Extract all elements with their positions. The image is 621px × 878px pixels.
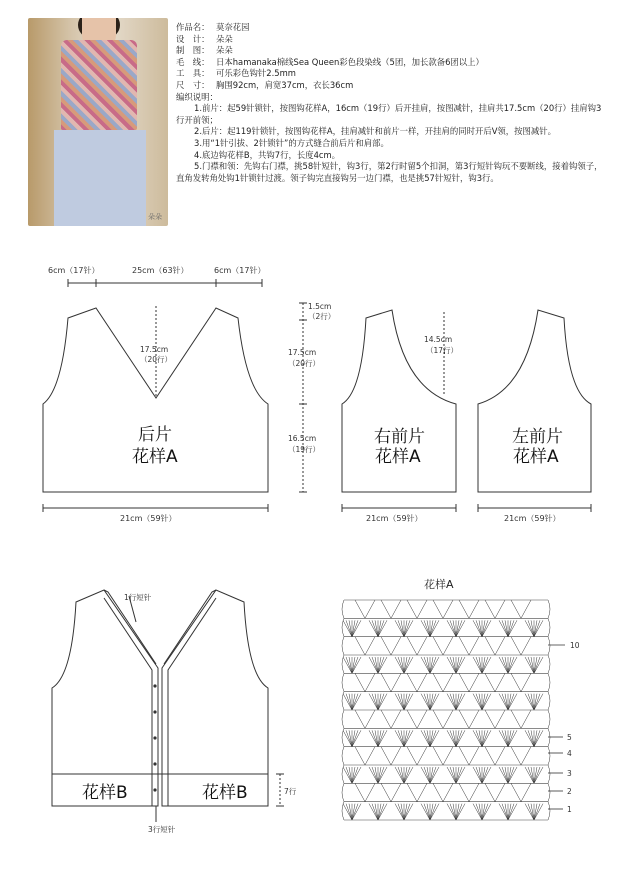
fan-stitch	[378, 730, 384, 746]
row-label-4: 4	[567, 749, 572, 758]
v-stitch	[459, 747, 479, 765]
fan-stitch	[398, 730, 404, 746]
v-stitch	[485, 783, 505, 801]
fan-stitch	[450, 694, 456, 710]
fan-stitch	[534, 694, 540, 710]
turning-chain	[548, 783, 550, 801]
v-stitch	[433, 710, 453, 728]
fan-stitch	[476, 620, 482, 636]
fan-stitch	[508, 620, 514, 636]
v-stitch	[485, 637, 505, 655]
armhole-dim: 17.5cm	[288, 348, 317, 357]
fan-stitch	[346, 767, 352, 783]
fan-stitch	[508, 657, 514, 673]
fan-stitch	[482, 767, 488, 783]
left-front-title: 左前片	[512, 427, 563, 447]
fan-stitch	[508, 804, 514, 820]
v-stitch	[511, 637, 531, 655]
fan-stitch	[352, 730, 358, 746]
photo-watermark: 朵朵	[148, 213, 162, 221]
v-stitch	[433, 783, 453, 801]
shoulder-rows: （2行）	[308, 312, 336, 321]
fan-stitch	[528, 657, 534, 673]
stitch-chart	[342, 600, 550, 820]
shoulder-dim: 1.5cm	[308, 302, 332, 311]
instruction-step: 4.底边钩花样B，共钩7行，长度4cm。	[194, 149, 341, 160]
fan-stitch	[424, 804, 430, 820]
fan-stitch	[508, 730, 514, 746]
turning-chain	[342, 673, 344, 691]
fan-stitch	[430, 657, 436, 673]
turning-chain	[548, 655, 550, 673]
v-stitch	[355, 783, 375, 801]
fan-stitch	[476, 730, 482, 746]
v-stitch	[511, 747, 531, 765]
turning-chain	[548, 618, 550, 636]
fan-stitch	[398, 767, 404, 783]
v-stitch	[459, 600, 479, 618]
fan-stitch	[424, 694, 430, 710]
fan-stitch	[424, 657, 430, 673]
fan-stitch	[404, 804, 410, 820]
band-label: 3行短针	[148, 825, 176, 834]
v-stitch	[433, 747, 453, 765]
fan-stitch	[430, 730, 436, 746]
fan-stitch	[372, 730, 378, 746]
v-stitch	[407, 783, 427, 801]
turning-chain	[548, 802, 550, 820]
right-front-pattern: 花样A	[375, 447, 421, 467]
info-row: 工 具： 可乐彩色钩针2.5mm	[176, 68, 296, 79]
fan-stitch	[534, 767, 540, 783]
right-front-bottom-dim: 21cm（59针）	[366, 514, 423, 523]
info-row: 毛 线： 日本hamanaka棉线Sea Queen彩色段染线（5团，加长款备6团以上）	[176, 56, 484, 67]
right-neck-depth: 14.5cm	[424, 335, 453, 344]
instructions-label: 编织说明：	[176, 91, 218, 102]
info-row: 尺 寸： 胸围92cm，肩宽37cm，衣长36cm	[176, 79, 354, 90]
fan-stitch	[482, 694, 488, 710]
fan-stitch	[346, 694, 352, 710]
v-stitch	[459, 783, 479, 801]
fan-stitch	[372, 620, 378, 636]
turning-chain	[342, 783, 344, 801]
v-stitch	[511, 600, 531, 618]
fan-stitch	[476, 804, 482, 820]
v-stitch	[381, 673, 401, 691]
fan-stitch	[346, 730, 352, 746]
fan-stitch	[502, 657, 508, 673]
row-label-5: 5	[567, 733, 572, 742]
body-dim: 16.5cm	[288, 434, 317, 443]
turning-chain	[342, 692, 344, 710]
v-stitch	[381, 637, 401, 655]
turning-chain	[342, 728, 344, 746]
fan-stitch	[476, 657, 482, 673]
rib-rows-label: 7行	[284, 787, 297, 796]
fan-stitch	[372, 804, 378, 820]
fan-stitch	[424, 767, 430, 783]
turning-chain	[342, 747, 344, 765]
v-stitch	[459, 673, 479, 691]
right-front-title: 右前片	[374, 427, 425, 447]
fan-stitch	[346, 657, 352, 673]
fan-stitch	[476, 767, 482, 783]
fan-stitch	[502, 620, 508, 636]
info-row: 作品名： 莫奈花园	[176, 22, 250, 32]
fan-stitch	[404, 730, 410, 746]
fan-stitch	[352, 657, 358, 673]
fan-stitch	[398, 620, 404, 636]
back-top-left-dim: 6cm（17针）	[48, 266, 100, 275]
info-row: 制 图： 朵朵	[176, 45, 233, 56]
row-label-10: 10	[570, 641, 580, 650]
turning-chain	[548, 637, 550, 655]
fan-stitch	[352, 767, 358, 783]
left-front-bottom-dim: 21cm（59针）	[504, 514, 561, 523]
fan-stitch	[378, 657, 384, 673]
v-stitch	[511, 710, 531, 728]
instruction-step: 2.后片：起119针锁针，按图钩花样A，挂肩减针和前片一样，开挂肩的同时开后V领，按图减针。	[194, 126, 557, 137]
v-stitch	[459, 637, 479, 655]
turning-chain	[548, 728, 550, 746]
fan-stitch	[404, 694, 410, 710]
fan-stitch	[482, 620, 488, 636]
fan-stitch	[456, 620, 462, 636]
fan-stitch	[372, 767, 378, 783]
v-stitch	[355, 747, 375, 765]
fan-stitch	[378, 694, 384, 710]
fan-stitch	[352, 804, 358, 820]
v-stitch	[407, 673, 427, 691]
fan-stitch	[450, 804, 456, 820]
fan-stitch	[424, 620, 430, 636]
turning-chain	[548, 710, 550, 728]
fan-stitch	[508, 694, 514, 710]
turning-chain	[548, 673, 550, 691]
rib-right-label: 花样B	[202, 783, 248, 803]
v-stitch	[485, 747, 505, 765]
right-neck-rows: （17行）	[426, 346, 459, 355]
fan-stitch	[450, 657, 456, 673]
back-top-mid-dim: 25cm（63针）	[132, 266, 189, 275]
instruction-step: 5.门襟和领：先钩右门襟，挑58针短针，钩3行，第2行时留5个扣洞，第3行短针钩玩不要断线，接着钩领子，直角发转角处钩1针锁针过渡。领子钩完直接钩另一边门襟，也是挑57针短针，钩3行。	[176, 161, 603, 183]
fan-stitch	[482, 730, 488, 746]
back-bottom-dim: 21cm（59针）	[120, 514, 177, 523]
fan-stitch	[482, 657, 488, 673]
fan-stitch	[534, 730, 540, 746]
v-stitch	[511, 673, 531, 691]
info-row: 设 计： 朵朵	[176, 33, 233, 44]
turning-chain	[342, 802, 344, 820]
fan-stitch	[534, 657, 540, 673]
back-pattern: 花样A	[132, 447, 178, 467]
fan-stitch	[456, 804, 462, 820]
v-stitch	[355, 673, 375, 691]
v-stitch	[485, 600, 505, 618]
fan-stitch	[450, 767, 456, 783]
fan-stitch	[456, 657, 462, 673]
fan-stitch	[372, 694, 378, 710]
fan-stitch	[534, 804, 540, 820]
fan-stitch	[378, 620, 384, 636]
fan-stitch	[404, 657, 410, 673]
turning-chain	[548, 692, 550, 710]
fan-stitch	[476, 694, 482, 710]
fan-stitch	[502, 767, 508, 783]
left-front-pattern: 花样A	[513, 447, 559, 467]
v-stitch	[407, 747, 427, 765]
fan-stitch	[352, 620, 358, 636]
fan-stitch	[482, 804, 488, 820]
body-rows: （19行）	[288, 445, 321, 454]
instruction-step: 1.前片：起59针锁针，按图钩花样A，16cm（19行）后开挂肩，按图减针，挂肩共17.5cm（20行）挂肩钩3行开前领；	[176, 103, 602, 125]
v-stitch	[381, 600, 401, 618]
row-label-3: 3	[567, 769, 572, 778]
fan-stitch	[378, 767, 384, 783]
fan-stitch	[456, 730, 462, 746]
fan-stitch	[528, 804, 534, 820]
fan-stitch	[378, 804, 384, 820]
v-stitch	[355, 637, 375, 655]
fan-stitch	[502, 694, 508, 710]
turning-chain	[342, 618, 344, 636]
v-stitch	[407, 710, 427, 728]
fan-stitch	[450, 730, 456, 746]
fan-stitch	[430, 804, 436, 820]
collar-band	[104, 590, 216, 664]
fan-stitch	[404, 620, 410, 636]
turning-chain	[342, 655, 344, 673]
fan-stitch	[424, 730, 430, 746]
collar-label: 1行短针	[124, 593, 152, 602]
v-stitch	[407, 637, 427, 655]
v-stitch	[433, 600, 453, 618]
fan-stitch	[398, 694, 404, 710]
turning-chain	[342, 765, 344, 783]
fan-stitch	[508, 767, 514, 783]
fan-stitch	[456, 694, 462, 710]
row-label-1: 1	[567, 805, 572, 814]
fan-stitch	[346, 804, 352, 820]
fan-stitch	[534, 620, 540, 636]
turning-chain	[548, 747, 550, 765]
v-stitch	[381, 747, 401, 765]
instruction-step: 3.用“1针引拔、2针锁针”的方式缝合前后片和肩部。	[194, 137, 389, 148]
turning-chain	[548, 600, 550, 618]
v-stitch	[433, 637, 453, 655]
turning-chain	[548, 765, 550, 783]
fan-stitch	[346, 620, 352, 636]
turning-chain	[342, 600, 344, 618]
fan-stitch	[404, 767, 410, 783]
v-stitch	[355, 600, 375, 618]
fan-stitch	[372, 657, 378, 673]
fan-stitch	[430, 620, 436, 636]
fan-stitch	[450, 620, 456, 636]
v-stitch	[433, 673, 453, 691]
v-stitch	[407, 600, 427, 618]
fan-stitch	[430, 694, 436, 710]
back-v-depth: 17.5cm	[140, 345, 169, 354]
back-v-rows: （20行）	[140, 355, 173, 364]
chart-title: 花样A	[424, 578, 454, 591]
v-stitch	[381, 710, 401, 728]
fan-stitch	[502, 804, 508, 820]
v-stitch	[355, 710, 375, 728]
v-stitch	[485, 710, 505, 728]
fan-stitch	[528, 620, 534, 636]
v-stitch	[381, 783, 401, 801]
row-label-2: 2	[567, 787, 572, 796]
fan-stitch	[352, 694, 358, 710]
fan-stitch	[528, 730, 534, 746]
back-top-right-dim: 6cm（17针）	[214, 266, 266, 275]
fan-stitch	[456, 767, 462, 783]
fan-stitch	[430, 767, 436, 783]
fan-stitch	[398, 657, 404, 673]
rib-left-label: 花样B	[82, 783, 128, 803]
turning-chain	[342, 637, 344, 655]
fan-stitch	[528, 694, 534, 710]
armhole-rows: （20行）	[288, 359, 321, 368]
turning-chain	[342, 710, 344, 728]
v-stitch	[459, 710, 479, 728]
v-stitch	[485, 673, 505, 691]
v-stitch	[511, 783, 531, 801]
fan-stitch	[528, 767, 534, 783]
fan-stitch	[398, 804, 404, 820]
fan-stitch	[502, 730, 508, 746]
back-title: 后片	[138, 425, 172, 445]
